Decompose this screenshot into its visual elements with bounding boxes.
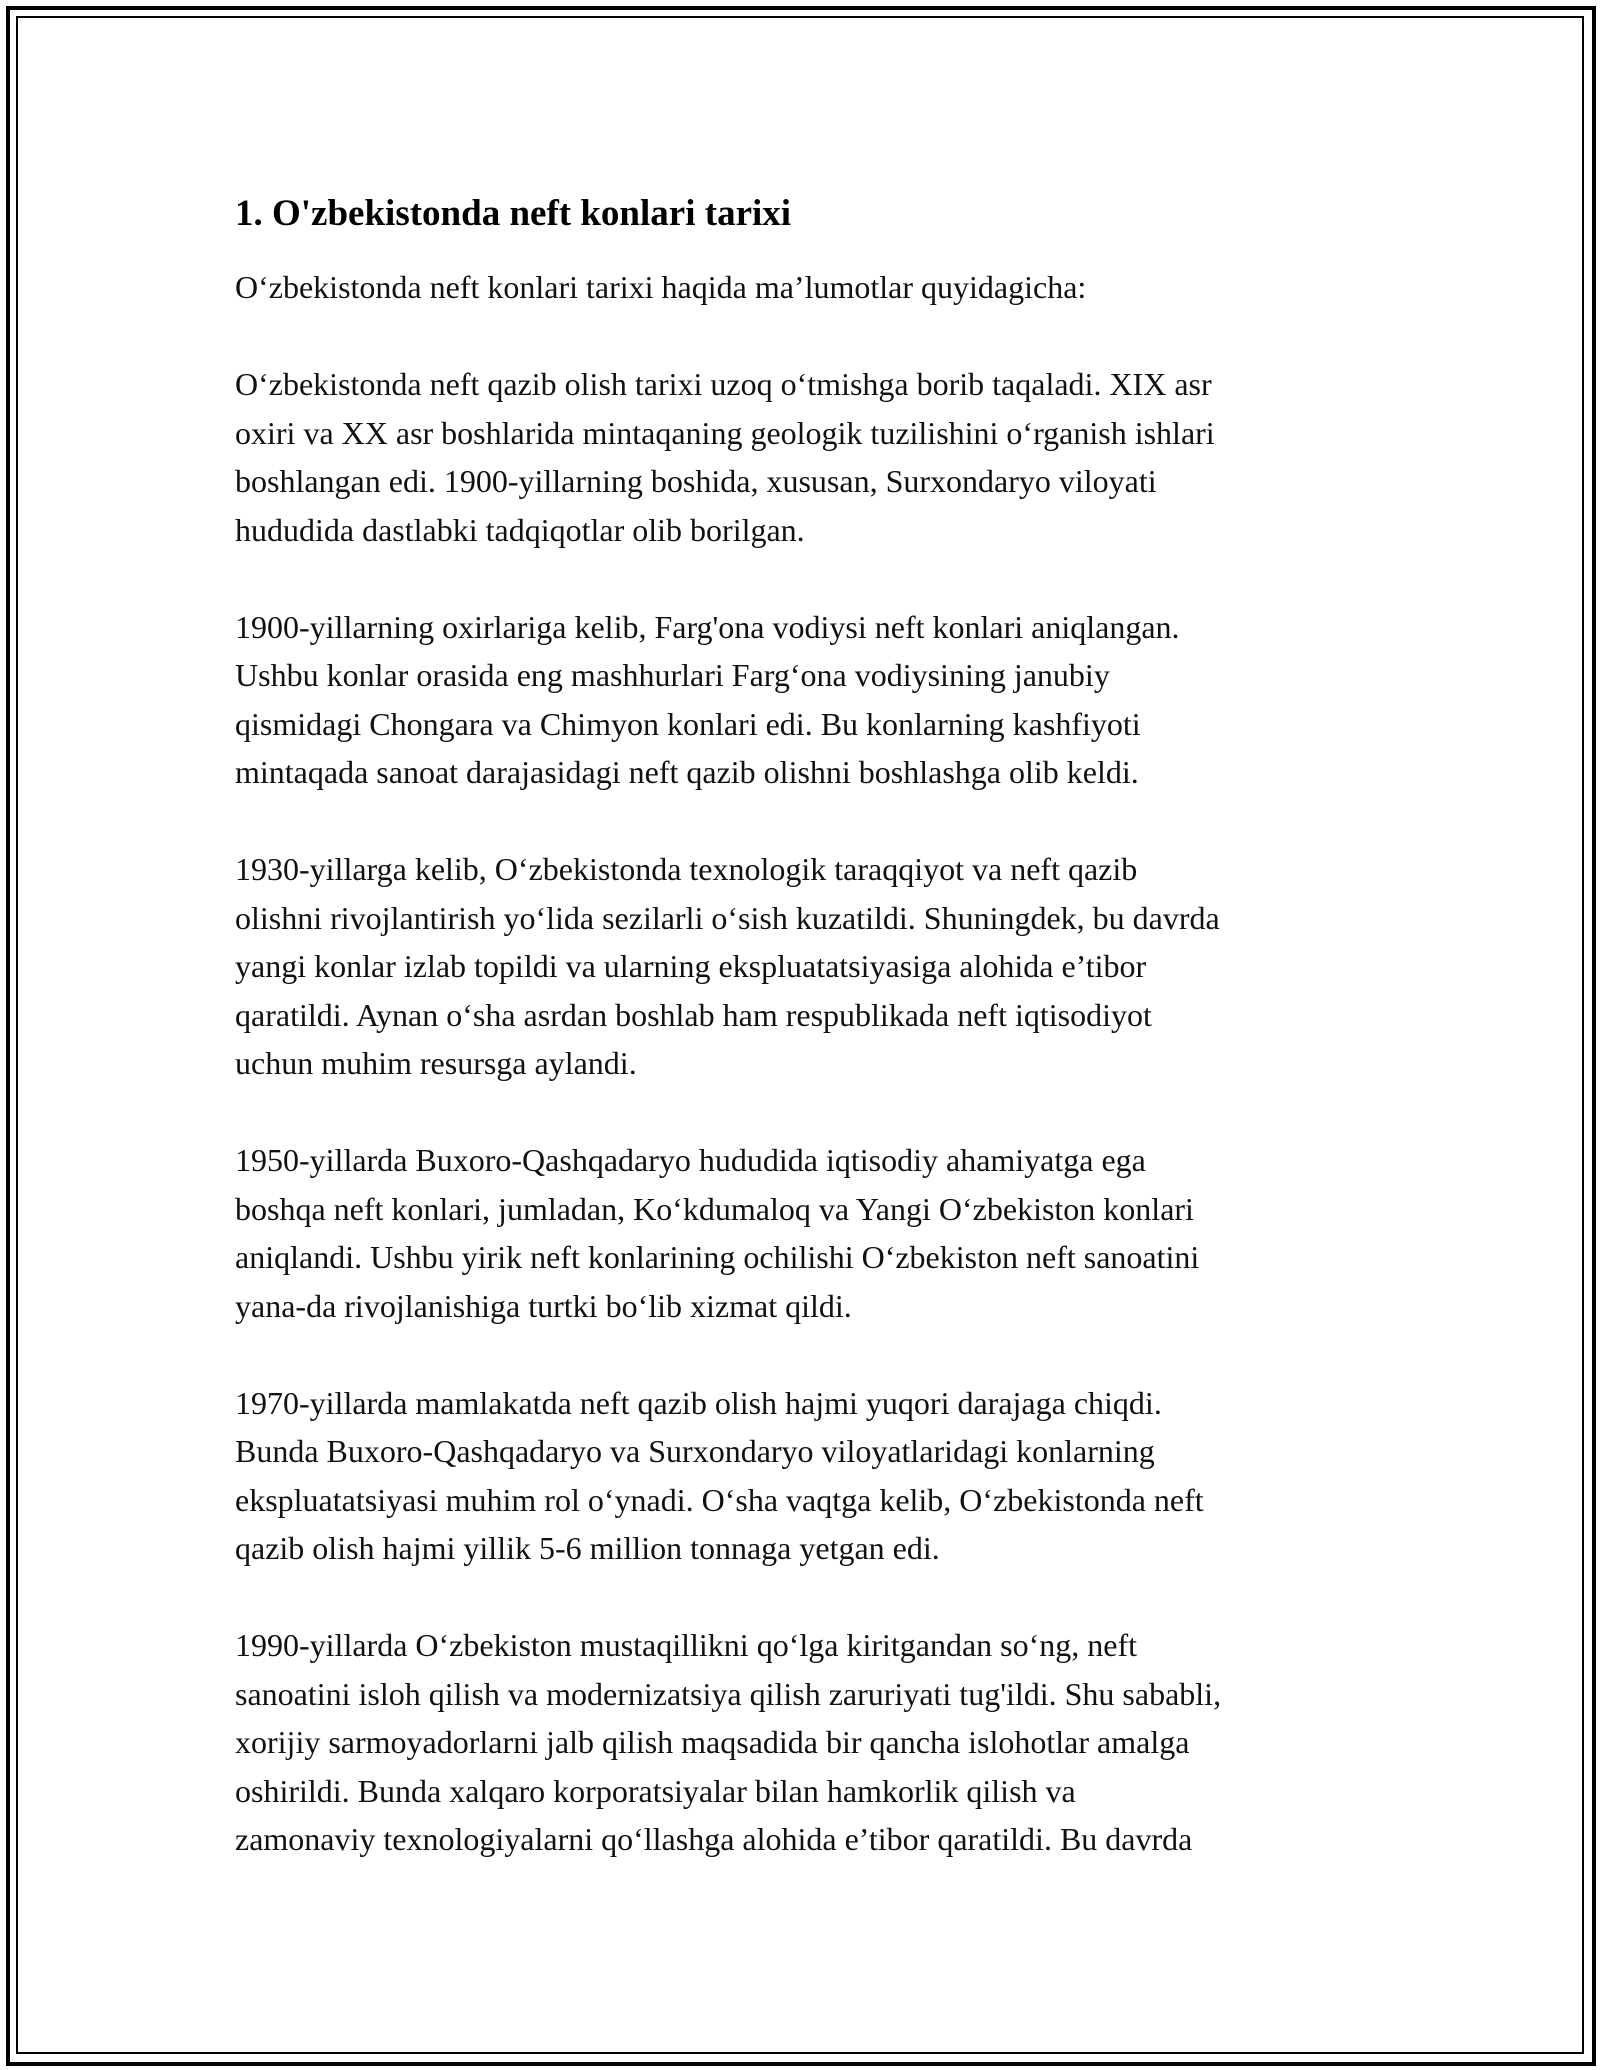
text-line: 1950-yillarda Buxoro-Qashqadaryo hududida iqtisodiy ahamiyatga ega <box>235 1142 1146 1178</box>
text-line: oxiri va XX asr boshlarida mintaqaning geologik tuzilishini o‘rganish ishlari <box>235 414 1215 451</box>
text-line: O‘zbekistonda neft qazib olish tarixi uzoq o‘tmishga borib taqaladi. XIX asr <box>235 366 1212 402</box>
text-line: boshlangan edi. 1900-yillarning boshida, xususan, Surxondaryo viloyati <box>235 463 1157 499</box>
text-line: zamonaviy texnologiyalarni qo‘llashga alohida e’tibor qaratildi. Bu davrda <box>235 1821 1193 1857</box>
text-line: yana-da rivojlanishiga turtki bo‘lib xizmat qildi. <box>235 1287 852 1324</box>
paragraph <box>235 1621 1375 1864</box>
paragraph <box>235 1379 1375 1573</box>
paragraph <box>235 360 1375 554</box>
text-line: qazib olish hajmi yillik 5-6 million tonnaga yetgan edi. <box>235 1530 940 1566</box>
text-line: qismidagi Chongara va Chimyon konlari edi. Bu konlarning kashfiyoti <box>235 705 1141 742</box>
text-line: olishni rivojlantirish yo‘lida sezilarli o‘sish kuzatildi. Shuningdek, bu davrda <box>235 899 1220 936</box>
text-line: mintaqada sanoat darajasidagi neft qazib olishni boshlashga olib keldi. <box>235 754 1139 790</box>
text-line: 1930-yillarga kelib, O‘zbekistonda texnologik taraqqiyot va neft qazib <box>235 851 1138 887</box>
text-line: 1900-yillarning oxirlariga kelib, Farg'ona vodiysi neft konlari aniqlangan. <box>235 608 1180 645</box>
paragraph <box>235 603 1375 797</box>
document-title: 1. O'zbekistonda neft konlari tarixi <box>235 193 792 234</box>
text-line: yangi konlar izlab topildi va ularning ekspluatatsiyasiga alohida e’tibor <box>235 948 1147 984</box>
paragraph <box>235 263 1375 312</box>
paragraph <box>235 845 1375 1088</box>
text-line: aniqlandi. Ushbu yirik neft konlarining ochilishi O‘zbekiston neft sanoatini <box>235 1239 1200 1275</box>
text-line: qaratildi. Aynan o‘sha asrdan boshlab ham respublikada neft iqtisodiyot <box>235 996 1152 1033</box>
text-line: O‘zbekistonda neft konlari tarixi haqida ma’lumotlar quyidagicha: <box>235 269 1087 305</box>
text-line: boshqa neft konlari, jumladan, Ko‘kdumaloq va Yangi O‘zbekiston konlari <box>235 1190 1194 1227</box>
text-line: oshirildi. Bunda xalqaro korporatsiyalar bilan hamkorlik qilish va <box>235 1772 1076 1809</box>
text-line: uchun muhim resursga aylandi. <box>235 1045 637 1081</box>
paragraph <box>235 1136 1375 1330</box>
text-line: Bunda Buxoro-Qashqadaryo va Surxondaryo viloyatlaridagi konlarning <box>235 1433 1155 1469</box>
text-line: hududida dastlabki tadqiqotlar olib borilgan. <box>235 511 805 548</box>
document-content <box>235 185 1375 1912</box>
text-line: sanoatini isloh qilish va modernizatsiya qilish zaruriyati tug'ildi. Shu sababli, <box>235 1675 1222 1712</box>
text-line: 1990-yillarda O‘zbekiston mustaqillikni qo‘lga kiritgandan so‘ng, neft <box>235 1627 1138 1663</box>
text-line: xorijiy sarmoyadorlarni jalb qilish maqsadida bir qancha islohotlar amalga <box>235 1724 1190 1760</box>
text-line: ekspluatatsiyasi muhim rol o‘ynadi. O‘sha vaqtga kelib, O‘zbekistonda neft <box>235 1481 1204 1518</box>
text-line: Ushbu konlar orasida eng mashhurlari Farg‘ona vodiysining janubiy <box>235 657 1110 693</box>
text-line: 1970-yillarda mamlakatda neft qazib olish hajmi yuqori darajaga chiqdi. <box>235 1384 1162 1421</box>
